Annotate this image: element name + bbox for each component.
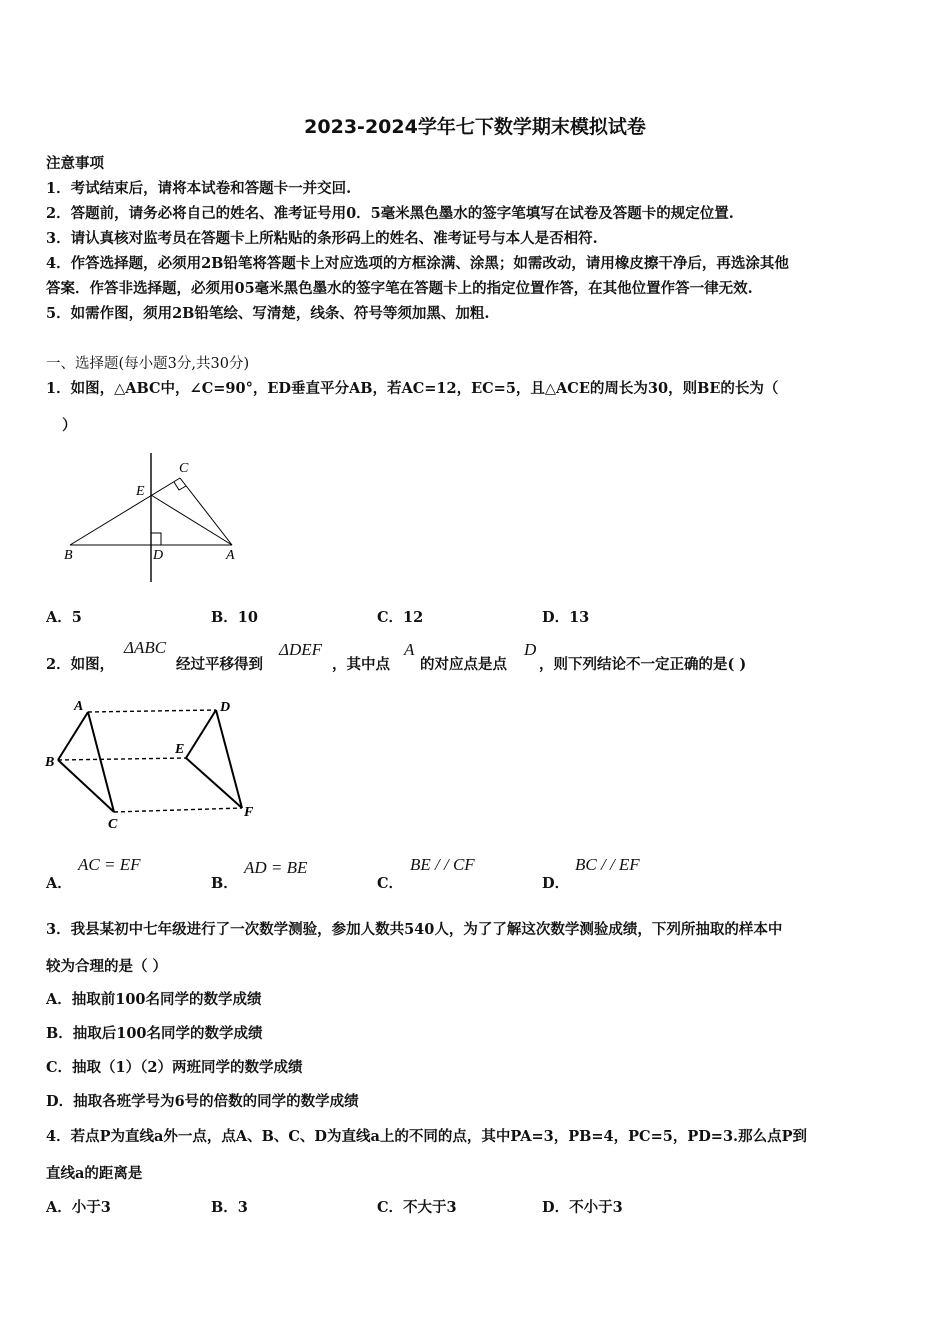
q2-math-def: ΔDEF [279, 640, 323, 659]
right-angle-d [151, 533, 161, 545]
notice-item: 2．答题前，请务必将自己的姓名、准考证号用0．5毫米黑色墨水的签字笔填写在试卷及答题卡的规定位置. [46, 205, 734, 222]
q2-option-c-letter: C． [377, 875, 404, 892]
q3-option-a: A．抽取前100名同学的数学成绩 [46, 991, 262, 1008]
question-4-text: 4．若点P为直线a外一点，点A、B、C、D为直线a上的不同的点，其中PA=3，PB=4，PC=5，PD=3.那么点P到 [46, 1128, 807, 1145]
q1-option-d: D．13 [542, 609, 590, 626]
q4-option-a: A．小于3 [46, 1199, 111, 1216]
label-e: E [136, 484, 145, 499]
notice-item: 3．请认真核对监考员在答题卡上所粘贴的条形码上的姓名、准考证号与本人是否相符. [46, 230, 598, 247]
q3-option-d: D．抽取各班学号为6号的倍数的同学的数学成绩 [46, 1093, 359, 1110]
q2-label-a: A [74, 699, 84, 714]
segment-bc [70, 478, 180, 545]
q2-seg-df [216, 710, 242, 808]
q2-math-d: D [524, 640, 537, 659]
q2-dash-be [58, 758, 186, 760]
q2-label-d: D [220, 700, 231, 715]
label-a: A [226, 548, 235, 563]
q2-option-b-letter: B． [211, 875, 238, 892]
q2-seg-ac [88, 712, 114, 812]
q2-label-e: E [175, 742, 185, 757]
q4-option-b: B．3 [211, 1199, 248, 1216]
q2-option-d-expr: BC / / EF [575, 855, 640, 874]
q3-option-c: C．抽取（1）（2）两班同学的数学成绩 [46, 1059, 303, 1076]
q2-option-a-expr: AC = EF [78, 855, 141, 874]
q2-option-b-expr: AD = BE [244, 858, 308, 877]
page-title: 2023-2024学年七下数学期末模拟试卷 [304, 116, 646, 138]
question-2-figure [40, 692, 270, 837]
q2-label-c: C [108, 817, 118, 832]
q1-option-a: A．5 [46, 609, 82, 626]
notice-item: 5．如需作图，须用2B铅笔绘、写清楚，线条、符号等须加黑、加粗. [46, 305, 490, 322]
question-3-text: 3．我县某初中七年级进行了一次数学测验，参加人数共540人，为了了解这次数学测验成绩，下列所抽取的样本中 [46, 921, 783, 938]
notice-item: 4．作答选择题，必须用2B铅笔将答题卡上对应选项的方框涂满、涂黑；如需改动，请用橡皮擦干净后，再选涂其他 [46, 255, 789, 272]
notice-heading: 注意事项 [46, 155, 104, 172]
q2-label-f: F [244, 805, 254, 820]
label-d: D [153, 548, 164, 563]
notice-item: 1．考试结束后，请将本试卷和答题卡一并交回. [46, 180, 352, 197]
segment-ea [151, 495, 232, 545]
q2-label-b: B [45, 755, 55, 770]
q2-dash-cf [114, 808, 242, 812]
q2-seg-ab [58, 712, 88, 760]
q2-math-abc: ΔABC [124, 638, 167, 657]
q2-seg-de [186, 710, 216, 758]
q4-option-c: C．不大于3 [377, 1199, 457, 1216]
question-4-text-cont: 直线a的距离是 [46, 1165, 143, 1182]
q2-option-c-expr: BE / / CF [410, 855, 475, 874]
label-c: C [179, 461, 189, 476]
q3-option-b: B．抽取后100名同学的数学成绩 [46, 1025, 263, 1042]
notice-item: 答案．作答非选择题，必须用05毫米黑色墨水的签字笔在答题卡上的指定位置作答，在其他位置作答一律无效. [46, 280, 753, 297]
q2-suffix: ，则下列结论不一定正确的是( ) [539, 656, 747, 673]
q2-dash-ad [88, 710, 216, 712]
question-1-figure [60, 448, 250, 588]
q2-mid1: 经过平移得到 [176, 656, 263, 673]
question-1-text-cont: ） [62, 417, 77, 434]
q2-prefix: 2．如图， [46, 656, 115, 673]
label-b: B [64, 548, 73, 563]
q2-option-d-letter: D． [542, 875, 570, 892]
q2-option-a-letter: A． [46, 875, 72, 892]
q2-seg-ef [186, 758, 242, 808]
q2-seg-bc [58, 760, 114, 812]
question-3-text-cont: 较为合理的是（ ） [46, 958, 168, 975]
q1-option-b: B．10 [211, 609, 258, 626]
section-heading: 一、选择题(每小题3分,共30分) [46, 356, 250, 372]
q2-math-a: A [404, 640, 415, 659]
question-1-text: 1．如图，△ABC中，∠C=90°，ED垂直平分AB，若AC=12，EC=5，且△ACE的周长为30，则BE的长为（ [46, 380, 779, 397]
q1-option-c: C．12 [377, 609, 424, 626]
segment-ca [180, 478, 232, 545]
q2-mid3: 的对应点是点 [420, 656, 507, 673]
q4-option-d: D．不小于3 [542, 1199, 623, 1216]
q2-mid2: ，其中点 [332, 656, 390, 673]
